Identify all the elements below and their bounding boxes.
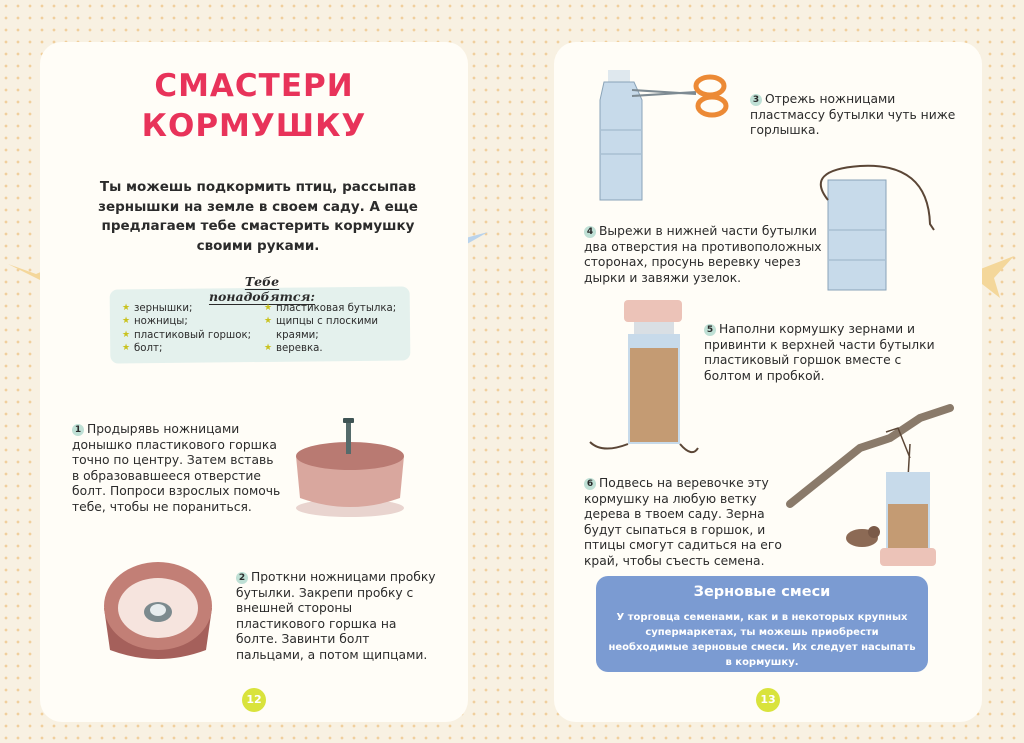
step-text: Вырежи в нижней части бутылки два отверстия на противоположных сторонах, просунь веревку через дырки и завяжи узелок.: [584, 224, 822, 285]
needs-item: ★ ножницы;: [122, 316, 188, 328]
step-4: [584, 224, 824, 286]
star-icon: ★: [264, 343, 273, 354]
step-2: [236, 570, 436, 664]
step-text: Проткни ножницами пробку бутылки. Закрепи пробку с внешней стороны пластикового горшка на болте. Завинти болт пальцами, а потом щипцами.: [236, 570, 436, 662]
needs-title: Тебе понадобятся:: [208, 274, 316, 304]
page-number-badge: 13: [756, 688, 780, 712]
needs-item: ★ пластиковый горшок;: [122, 329, 252, 341]
filled-feeder-icon: [582, 298, 702, 468]
needs-item: ★ зернышки;: [122, 303, 193, 314]
needs-item: ★ щипцы с плоскими краями;: [264, 316, 379, 341]
step-text: Подвесь на веревочке эту кормушку на любую ветку дерева в твоем саду. Зерна будут сыпаться в горшок, и птицы смогут садиться на его край, чтобы съесть семена.: [584, 476, 782, 568]
star-icon: ★: [122, 343, 131, 354]
page-title-line2: КОРМУШКУ: [141, 108, 367, 144]
tip-title: Зерновые смеси: [693, 584, 831, 600]
step-6: [584, 476, 794, 570]
step-number-badge: 3: [750, 94, 762, 106]
left-page: [40, 42, 468, 722]
page-title-line1: СМАСТЕРИ: [154, 68, 354, 104]
needs-list-left: [122, 302, 262, 356]
step-number-badge: 2: [236, 572, 248, 584]
step-3: [750, 92, 960, 139]
tip-box: [596, 576, 928, 672]
step-number-badge: 1: [72, 424, 84, 436]
step-number-badge: 6: [584, 478, 596, 490]
intro-text: Ты можешь подкормить птиц, рассыпав зернышки на земле в своем саду. А еще предлагаем тебе смастерить кормушку своими руками.: [98, 179, 418, 254]
hanging-feeder-on-branch-icon: [790, 388, 960, 568]
pot-with-cap-icon: [102, 558, 214, 668]
step-number-badge: 4: [584, 226, 596, 238]
bottle-and-scissors-icon: [596, 70, 746, 210]
star-icon: ★: [122, 303, 131, 313]
step-text: Продырявь ножницами донышко пластикового горшка точно по центру. Затем вставь в образовавшееся отверстие болт. Попроси взрослых помочь тебе, чтобы не пораниться.: [72, 422, 281, 514]
star-icon: ★: [264, 303, 273, 313]
step-1: [72, 422, 282, 516]
step-number-badge: 5: [704, 324, 716, 336]
step-5: [704, 322, 944, 384]
needs-item: ★ болт;: [122, 343, 163, 355]
needs-list-right: [264, 302, 404, 356]
star-icon: ★: [122, 329, 131, 340]
step-text: Отрежь ножницами пластмассу бутылки чуть ниже горлышка.: [750, 92, 956, 138]
right-page: [554, 42, 982, 722]
page-number-badge: 12: [242, 688, 266, 712]
needs-item: ★ пластиковая бутылка;: [264, 303, 397, 314]
cut-bottle-with-string-icon: [810, 160, 940, 300]
tip-text: У торговца семенами, как и в некоторых крупных супермаркетах, ты можешь приобрести необходимые зерновые смеси. Их следует насыпать в кормушку.: [608, 612, 916, 668]
needs-item: ★ веревка.: [264, 343, 323, 355]
step-text: Наполни кормушку зернами и привинти к верхней части бутылки пластиковый горшок вместе с болтом и пробкой.: [704, 322, 935, 383]
pot-with-bolt-icon: [292, 418, 412, 518]
star-icon: ★: [122, 316, 131, 327]
star-icon: ★: [264, 316, 273, 327]
